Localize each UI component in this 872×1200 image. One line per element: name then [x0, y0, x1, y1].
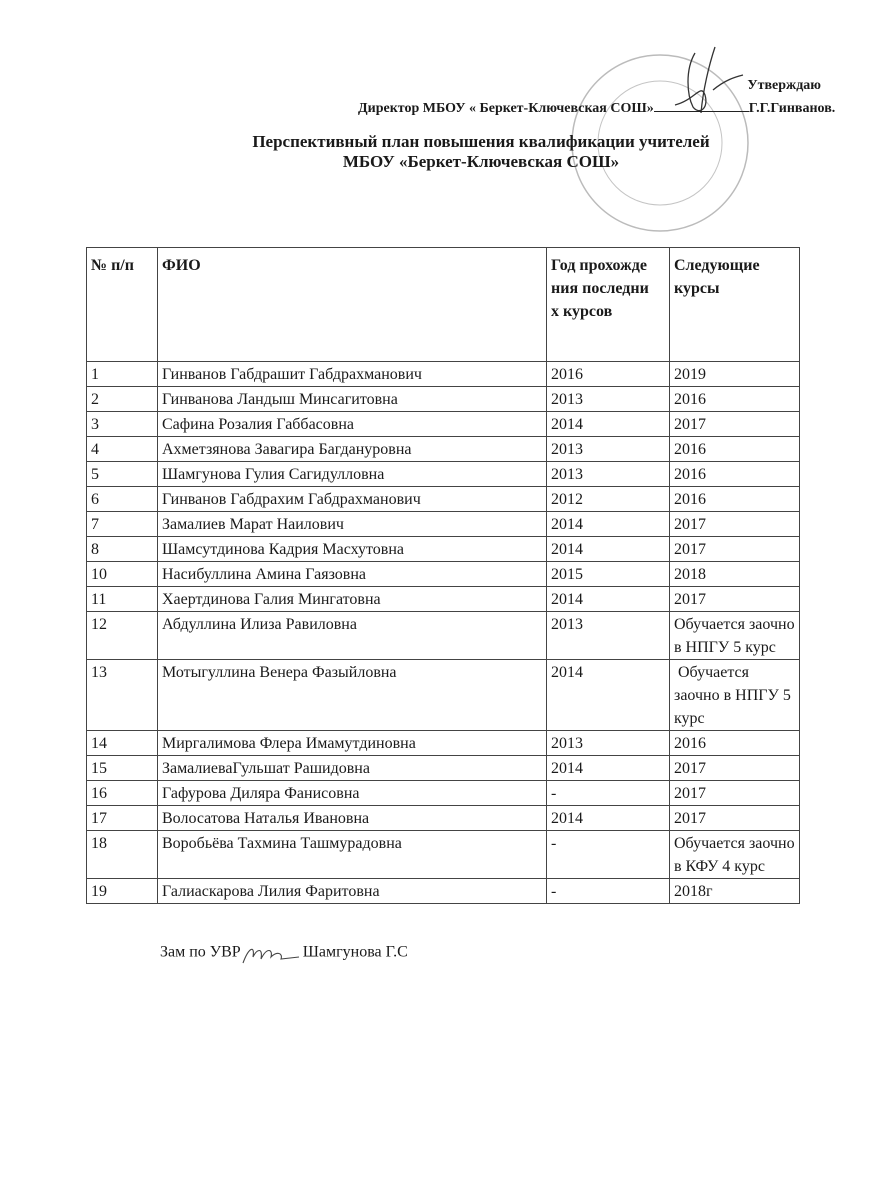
last-course-year: 2014	[547, 660, 670, 731]
teacher-name: Гинванов Габдрахим Габдрахманович	[158, 487, 547, 512]
next-course: 2018	[670, 562, 800, 587]
next-course: 2017	[670, 806, 800, 831]
table-row	[87, 387, 800, 412]
table-row	[87, 412, 800, 437]
next-course: 2016	[670, 487, 800, 512]
table-row	[87, 437, 800, 462]
row-number: 1	[87, 362, 158, 387]
row-number: 3	[87, 412, 158, 437]
next-course: 2017	[670, 537, 800, 562]
last-course-year: 2016	[547, 362, 670, 387]
row-number: 12	[87, 612, 158, 660]
teacher-name: Шамсутдинова Кадрия Масхутовна	[158, 537, 547, 562]
col-header-next: Следующие курсы	[670, 248, 800, 362]
teacher-name: Хаертдинова Галия Мингатовна	[158, 587, 547, 612]
row-number: 5	[87, 462, 158, 487]
table-row	[87, 831, 800, 879]
table-row	[87, 487, 800, 512]
row-number: 2	[87, 387, 158, 412]
row-number: 19	[87, 879, 158, 904]
col-header-last-year	[547, 248, 670, 362]
last-course-year: 2013	[547, 612, 670, 660]
table-row	[87, 660, 800, 731]
teacher-name: Галиаскарова Лилия Фаритовна	[158, 879, 547, 904]
next-course: Обучается заочно в НПГУ 5 курс	[670, 660, 800, 731]
table-row	[87, 362, 800, 387]
deputy-signature	[241, 943, 303, 963]
last-course-year: 2014	[547, 537, 670, 562]
last-course-year: -	[547, 831, 670, 879]
table-row	[87, 756, 800, 781]
row-number: 7	[87, 512, 158, 537]
last-course-year: -	[547, 879, 670, 904]
next-course: 2018г	[670, 879, 800, 904]
row-number: 4	[87, 437, 158, 462]
teacher-name: ЗамалиеваГульшат Рашидовна	[158, 756, 547, 781]
row-number: 15	[87, 756, 158, 781]
col-header-name: ФИО	[158, 248, 547, 362]
footer-role: Зам по УВР	[160, 943, 241, 961]
next-course: 2017	[670, 781, 800, 806]
col-header-last-year-text: Год прохождения последних курсов	[551, 257, 649, 320]
last-course-year: 2013	[547, 387, 670, 412]
last-course-year: -	[547, 781, 670, 806]
row-number: 13	[87, 660, 158, 731]
last-course-year: 2013	[547, 462, 670, 487]
next-course: 2017	[670, 412, 800, 437]
table-row	[87, 537, 800, 562]
last-course-year: 2014	[547, 512, 670, 537]
row-number: 8	[87, 537, 158, 562]
row-number: 11	[87, 587, 158, 612]
last-course-year: 2013	[547, 731, 670, 756]
row-number: 10	[87, 562, 158, 587]
next-course: 2017	[670, 756, 800, 781]
table-row	[87, 879, 800, 904]
row-number: 16	[87, 781, 158, 806]
teacher-name: Гинванова Ландыш Минсагитовна	[158, 387, 547, 412]
row-number: 18	[87, 831, 158, 879]
title-line-1: Перспективный план повышения квалификации учителей	[252, 132, 710, 151]
next-course: 2019	[670, 362, 800, 387]
footer-signature-line	[160, 943, 408, 963]
director-label: Директор МБОУ « Беркет-Ключевская СОШ»	[358, 101, 654, 116]
teacher-name: Гинванов Габдрашит Габдрахманович	[158, 362, 547, 387]
last-course-year: 2013	[547, 437, 670, 462]
teacher-name: Воробьёва Тахмина Ташмурадовна	[158, 831, 547, 879]
row-number: 6	[87, 487, 158, 512]
table-row	[87, 562, 800, 587]
last-course-year: 2012	[547, 487, 670, 512]
next-course: 2017	[670, 512, 800, 537]
title-line-2: МБОУ «Беркет-Ключевская СОШ»	[342, 152, 620, 171]
last-course-year: 2014	[547, 587, 670, 612]
next-course: Обучается заочно в КФУ 4 курс	[670, 831, 800, 879]
table-header-row	[87, 248, 800, 362]
director-name: Г.Г.Гинванов.	[748, 101, 836, 116]
director-line	[358, 99, 835, 117]
table-row	[87, 806, 800, 831]
table-row	[87, 612, 800, 660]
table-row	[87, 781, 800, 806]
teacher-name: Мотыгуллина Венера Фазыйловна	[158, 660, 547, 731]
teacher-name: Волосатова Наталья Ивановна	[158, 806, 547, 831]
table-row	[87, 731, 800, 756]
table-row	[87, 512, 800, 537]
table-row	[87, 587, 800, 612]
next-course: Обучается заочно в НПГУ 5 курс	[670, 612, 800, 660]
teacher-name: Ахметзянова Завагира Багдануровна	[158, 437, 547, 462]
signature-blank	[654, 99, 749, 112]
last-course-year: 2014	[547, 756, 670, 781]
teacher-name: Миргалимова Флера Имамутдиновна	[158, 731, 547, 756]
teacher-name: Замалиев Марат Наилович	[158, 512, 547, 537]
next-course: 2017	[670, 587, 800, 612]
last-course-year: 2014	[547, 412, 670, 437]
last-course-year: 2015	[547, 562, 670, 587]
next-course: 2016	[670, 462, 800, 487]
approval-label: Утверждаю	[747, 78, 821, 93]
col-header-number: № п/п	[87, 248, 158, 362]
row-number: 17	[87, 806, 158, 831]
next-course: 2016	[670, 437, 800, 462]
footer-name: Шамгунова Г.С	[302, 943, 408, 961]
qualification-table	[86, 247, 800, 904]
teacher-name: Насибуллина Амина Гаязовна	[158, 562, 547, 587]
teacher-name: Сафина Розалия Габбасовна	[158, 412, 547, 437]
teacher-name: Шамгунова Гулия Сагидулловна	[158, 462, 547, 487]
row-number: 14	[87, 731, 158, 756]
next-course: 2016	[670, 387, 800, 412]
teacher-name: Гафурова Диляра Фанисовна	[158, 781, 547, 806]
last-course-year: 2014	[547, 806, 670, 831]
table-row	[87, 462, 800, 487]
next-course: 2016	[670, 731, 800, 756]
teacher-name: Абдуллина Илиза Равиловна	[158, 612, 547, 660]
page-title	[0, 132, 872, 172]
